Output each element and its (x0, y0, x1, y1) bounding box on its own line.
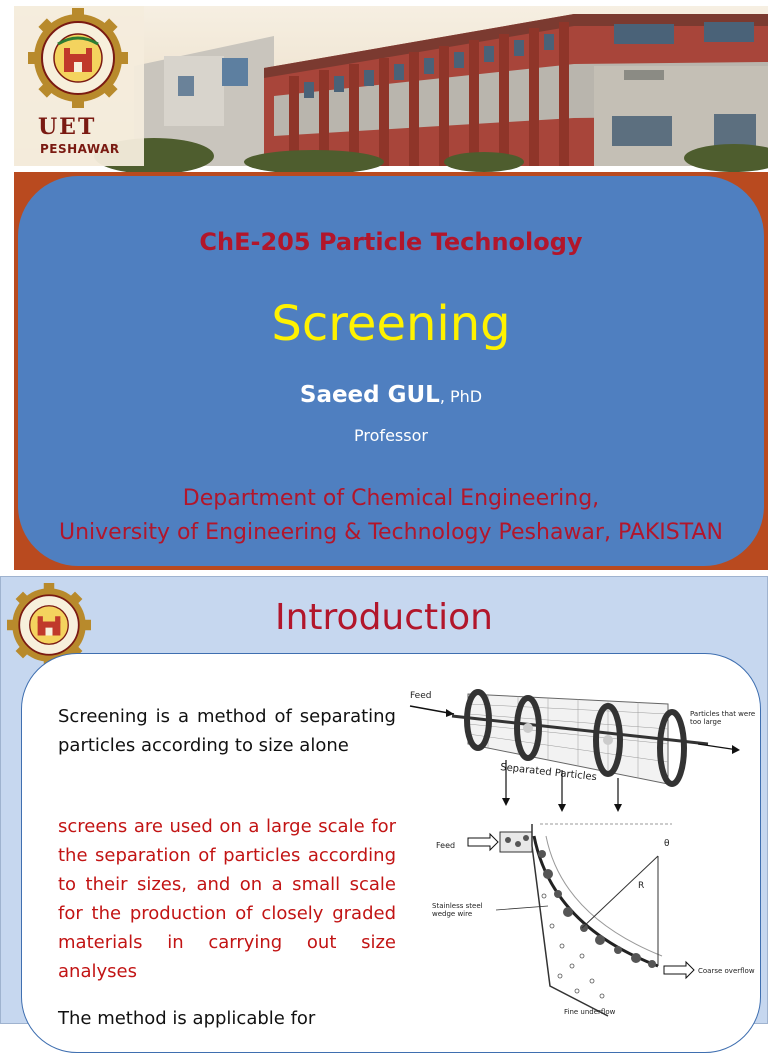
author-role: Professor (354, 426, 428, 445)
author-line (18, 382, 764, 408)
slide-title: Introduction (274, 597, 493, 638)
sieve-coarse-label: Coarse overflow (698, 967, 755, 975)
sieve-wire-label-1: Stainless steel (432, 902, 483, 910)
title-slide (14, 6, 768, 570)
paragraph-applications: screens are used on a large scale for the separation of particles according to their sizes, and on a small scale for the production of closely graded materials in carrying out size analyses (58, 816, 396, 982)
author-name: Saeed GUL (299, 382, 440, 408)
title-box-inner (18, 176, 764, 566)
sieve-feed-label: Feed (436, 841, 456, 850)
trommel-screen-figure (408, 684, 756, 814)
uet-seal-logo (30, 10, 126, 110)
sieve-angle-label: θ (664, 839, 670, 849)
trommel-oversize-label-2: too large (690, 718, 722, 726)
gear-seal-icon (30, 10, 126, 110)
sieve-bend-figure (432, 816, 755, 1026)
sieve-wire-label-2: wedge wire (432, 910, 473, 918)
logo-peshawar-text: PESHAWAR (40, 142, 120, 156)
sieve-fine-label: Fine underflow (564, 1008, 616, 1016)
trommel-separated-label: Separated Particles (499, 762, 598, 784)
campus-photo (14, 6, 768, 166)
paragraph-definition: Screening is a method of separating particles according to size alone (58, 706, 396, 756)
introduction-slide (0, 576, 768, 1029)
course-code: ChE-205 Particle Technology (199, 228, 583, 256)
author-degree: , PhD (439, 387, 483, 406)
logo-uet-text: UET (38, 114, 97, 140)
paragraph-applicability: The method is applicable for (58, 1008, 316, 1029)
title-box (14, 172, 768, 570)
campus-banner (14, 6, 768, 166)
university: University of Engineering & Technology Peshawar, PAKISTAN (59, 520, 723, 545)
trommel-feed-label: Feed (410, 691, 432, 701)
department: Department of Chemical Engineering, (182, 486, 600, 511)
trommel-oversize-label-1: Particles that were (690, 710, 756, 718)
slide-title: Screening (271, 296, 511, 352)
sieve-radius-label: R (638, 881, 645, 891)
content-card (21, 653, 761, 1053)
